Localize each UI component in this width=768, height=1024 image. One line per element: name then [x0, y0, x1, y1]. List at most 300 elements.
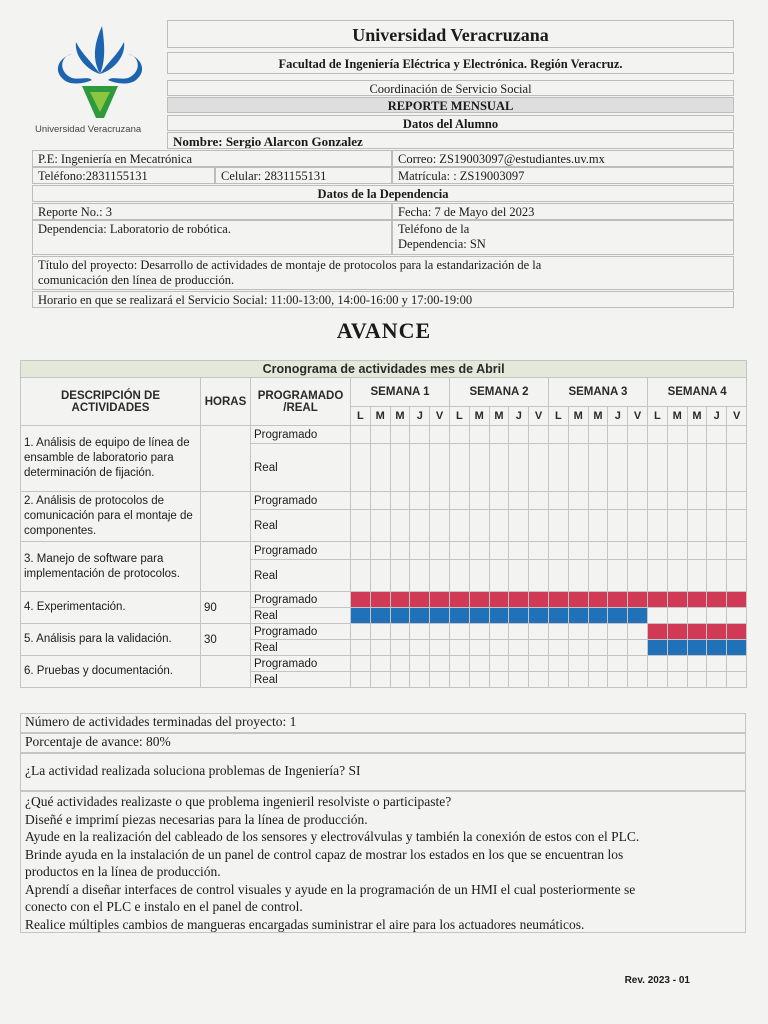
empty-day-cell [430, 560, 450, 592]
report-title: REPORTE MENSUAL [167, 97, 734, 113]
day-header: M [390, 407, 410, 426]
empty-day-cell [469, 426, 489, 444]
activity-line-5: Aprendí a diseñar interfaces de control visuales y ayude en la programación de un HMI el cual posteriormente se [25, 881, 636, 897]
empty-day-cell [608, 492, 628, 510]
real-label: Real [251, 608, 351, 624]
empty-day-cell [529, 560, 549, 592]
real-label: Real [251, 560, 351, 592]
coordination: Coordinación de Servicio Social [167, 80, 734, 96]
programado-bar-cell [588, 592, 608, 608]
empty-day-cell [351, 560, 371, 592]
empty-day-cell [608, 560, 628, 592]
schedule-field: Horario en que se realizará el Servicio Social: 11:00-13:00, 14:00-16:00 y 17:00-19:00 [32, 291, 734, 308]
empty-day-cell [449, 640, 469, 656]
empty-day-cell [727, 492, 747, 510]
programado-bar-cell [628, 592, 648, 608]
faculty-name: Facultad de Ingeniería Eléctrica y Electrónica. Región Veracruz. [167, 52, 734, 74]
real-label: Real [251, 672, 351, 688]
empty-day-cell [529, 672, 549, 688]
day-header: L [351, 407, 371, 426]
empty-day-cell [707, 560, 727, 592]
programado-bar-cell [430, 592, 450, 608]
empty-day-cell [707, 444, 727, 492]
empty-day-cell [707, 672, 727, 688]
empty-day-cell [351, 510, 371, 542]
real-bar-cell [628, 608, 648, 624]
activity-description: 6. Pruebas y documentación. [21, 656, 201, 688]
gantt-row [21, 592, 747, 608]
day-header: M [568, 407, 588, 426]
student-section-title: Datos del Alumno [167, 115, 734, 131]
day-header: L [548, 407, 568, 426]
empty-day-cell [628, 492, 648, 510]
empty-day-cell [707, 542, 727, 560]
activity-hours [201, 426, 251, 492]
empty-day-cell [667, 426, 687, 444]
empty-day-cell [548, 444, 568, 492]
gantt-row [21, 624, 747, 640]
empty-day-cell [449, 656, 469, 672]
programado-bar-cell [687, 624, 707, 640]
gantt-row [21, 656, 747, 672]
uv-logo-icon [32, 14, 167, 136]
empty-day-cell [628, 510, 648, 542]
empty-day-cell [509, 542, 529, 560]
empty-day-cell [707, 492, 727, 510]
empty-day-cell [469, 672, 489, 688]
activity-schedule [20, 360, 746, 688]
real-label: Real [251, 510, 351, 542]
empty-day-cell [608, 542, 628, 560]
empty-day-cell [509, 426, 529, 444]
programado-bar-cell [449, 592, 469, 608]
empty-day-cell [449, 444, 469, 492]
day-header: V [529, 407, 549, 426]
empty-day-cell [548, 542, 568, 560]
university-logo [32, 14, 167, 136]
dependency-name: Dependencia: Laboratorio de robótica. [32, 220, 392, 255]
day-header: J [410, 407, 430, 426]
activity-hours: 30 [201, 624, 251, 656]
empty-day-cell [588, 510, 608, 542]
empty-day-cell [687, 608, 707, 624]
empty-day-cell [647, 656, 667, 672]
activity-hours [201, 656, 251, 688]
empty-day-cell [489, 640, 509, 656]
empty-day-cell [351, 426, 371, 444]
dependency-phone-line1: Teléfono de la [398, 222, 470, 236]
programado-bar-cell [647, 592, 667, 608]
empty-day-cell [430, 624, 450, 640]
empty-day-cell [568, 492, 588, 510]
empty-day-cell [548, 672, 568, 688]
empty-day-cell [707, 426, 727, 444]
phone-field: Teléfono:2831155131 [32, 167, 215, 184]
empty-day-cell [390, 492, 410, 510]
report-number: Reporte No.: 3 [32, 203, 392, 220]
empty-day-cell [628, 624, 648, 640]
real-bar-cell [588, 608, 608, 624]
col-programado-real: PROGRAMADO /REAL [251, 378, 351, 426]
empty-day-cell [628, 640, 648, 656]
empty-day-cell [588, 426, 608, 444]
day-header: L [449, 407, 469, 426]
empty-day-cell [647, 542, 667, 560]
empty-day-cell [628, 656, 648, 672]
empty-day-cell [390, 510, 410, 542]
real-bar-cell [687, 640, 707, 656]
activity-line-2: Ayude en la realización del cableado de los sensores y electroválvulas y también la conexión de estos con el PLC. [25, 829, 640, 844]
empty-day-cell [568, 560, 588, 592]
report-date: Fecha: 7 de Mayo del 2023 [392, 203, 734, 220]
programado-bar-cell [351, 592, 371, 608]
empty-day-cell [430, 510, 450, 542]
empty-day-cell [588, 542, 608, 560]
real-bar-cell [449, 608, 469, 624]
empty-day-cell [628, 444, 648, 492]
day-header: M [667, 407, 687, 426]
empty-day-cell [351, 444, 371, 492]
empty-day-cell [410, 640, 430, 656]
empty-day-cell [687, 510, 707, 542]
empty-day-cell [667, 672, 687, 688]
empty-day-cell [430, 542, 450, 560]
real-bar-cell [469, 608, 489, 624]
empty-day-cell [529, 656, 549, 672]
empty-day-cell [608, 672, 628, 688]
programado-label: Programado [251, 592, 351, 608]
empty-day-cell [529, 444, 549, 492]
programado-label: Programado [251, 542, 351, 560]
project-title-line2: comunicación den línea de producción. [38, 273, 235, 287]
activity-description: 2. Análisis de protocolos de comunicación para el montaje de componentes. [21, 492, 201, 542]
gantt-row [21, 492, 747, 510]
empty-day-cell [370, 426, 390, 444]
empty-day-cell [351, 672, 371, 688]
programado-label: Programado [251, 492, 351, 510]
programado-bar-cell [687, 592, 707, 608]
empty-day-cell [707, 510, 727, 542]
week-4: SEMANA 4 [647, 378, 746, 407]
empty-day-cell [548, 640, 568, 656]
real-bar-cell [707, 640, 727, 656]
real-bar-cell [430, 608, 450, 624]
col-hours: HORAS [201, 378, 251, 426]
programado-label: Programado [251, 656, 351, 672]
progress-percentage: Porcentaje de avance: 80% [20, 733, 746, 753]
engineering-question: ¿La actividad realizada soluciona problemas de Ingeniería? SI [20, 753, 746, 791]
empty-day-cell [430, 640, 450, 656]
programado-bar-cell [727, 624, 747, 640]
activity-hours: 90 [201, 592, 251, 624]
programado-label: Programado [251, 426, 351, 444]
empty-day-cell [390, 656, 410, 672]
finished-activities: Número de actividades terminadas del proyecto: 1 [20, 713, 746, 733]
empty-day-cell [608, 510, 628, 542]
programado-bar-cell [667, 624, 687, 640]
empty-day-cell [410, 492, 430, 510]
empty-day-cell [449, 426, 469, 444]
real-bar-cell [647, 640, 667, 656]
matricula-field: Matrícula: : ZS19003097 [392, 167, 734, 184]
programado-bar-cell [489, 592, 509, 608]
programado-bar-cell [529, 592, 549, 608]
empty-day-cell [667, 656, 687, 672]
empty-day-cell [469, 492, 489, 510]
empty-day-cell [647, 444, 667, 492]
programado-bar-cell [727, 592, 747, 608]
empty-day-cell [568, 542, 588, 560]
empty-day-cell [370, 492, 390, 510]
empty-day-cell [509, 560, 529, 592]
empty-day-cell [410, 426, 430, 444]
empty-day-cell [548, 492, 568, 510]
empty-day-cell [608, 426, 628, 444]
empty-day-cell [449, 624, 469, 640]
empty-day-cell [727, 510, 747, 542]
programado-bar-cell [390, 592, 410, 608]
empty-day-cell [727, 608, 747, 624]
empty-day-cell [449, 542, 469, 560]
empty-day-cell [529, 492, 549, 510]
empty-day-cell [608, 640, 628, 656]
student-name: Nombre: Sergio Alarcon Gonzalez [167, 132, 734, 149]
empty-day-cell [489, 672, 509, 688]
empty-day-cell [449, 672, 469, 688]
empty-day-cell [647, 560, 667, 592]
empty-day-cell [548, 656, 568, 672]
empty-day-cell [588, 640, 608, 656]
empty-day-cell [529, 542, 549, 560]
empty-day-cell [628, 672, 648, 688]
empty-day-cell [410, 672, 430, 688]
empty-day-cell [588, 656, 608, 672]
empty-day-cell [469, 444, 489, 492]
empty-day-cell [529, 640, 549, 656]
empty-day-cell [588, 444, 608, 492]
empty-day-cell [687, 672, 707, 688]
activity-description: 5. Análisis para la validación. [21, 624, 201, 656]
empty-day-cell [727, 542, 747, 560]
empty-day-cell [410, 624, 430, 640]
day-header: V [628, 407, 648, 426]
gantt-table [20, 360, 747, 688]
empty-day-cell [449, 492, 469, 510]
programado-bar-cell [568, 592, 588, 608]
empty-day-cell [509, 656, 529, 672]
programado-bar-cell [410, 592, 430, 608]
empty-day-cell [469, 624, 489, 640]
real-bar-cell [390, 608, 410, 624]
empty-day-cell [608, 624, 628, 640]
day-header: M [469, 407, 489, 426]
empty-day-cell [568, 426, 588, 444]
empty-day-cell [430, 656, 450, 672]
empty-day-cell [548, 426, 568, 444]
programado-bar-cell [667, 592, 687, 608]
summary-block [20, 713, 746, 933]
activity-description: 1. Análisis de equipo de línea de ensamble de laboratorio para determinación de fijación. [21, 426, 201, 492]
empty-day-cell [647, 426, 667, 444]
empty-day-cell [667, 560, 687, 592]
programado-bar-cell [608, 592, 628, 608]
empty-day-cell [727, 560, 747, 592]
real-bar-cell [568, 608, 588, 624]
empty-day-cell [628, 542, 648, 560]
cell-field: Celular: 2831155131 [215, 167, 392, 184]
empty-day-cell [351, 640, 371, 656]
empty-day-cell [608, 444, 628, 492]
empty-day-cell [370, 560, 390, 592]
empty-day-cell [647, 672, 667, 688]
empty-day-cell [370, 640, 390, 656]
empty-day-cell [489, 444, 509, 492]
real-bar-cell [529, 608, 549, 624]
empty-day-cell [351, 656, 371, 672]
empty-day-cell [727, 426, 747, 444]
empty-day-cell [370, 672, 390, 688]
empty-day-cell [568, 624, 588, 640]
empty-day-cell [351, 492, 371, 510]
empty-day-cell [449, 560, 469, 592]
dependency-section-title: Datos de la Dependencia [32, 185, 734, 202]
empty-day-cell [351, 542, 371, 560]
day-header: V [430, 407, 450, 426]
day-header: J [509, 407, 529, 426]
empty-day-cell [568, 656, 588, 672]
real-bar-cell [370, 608, 390, 624]
empty-day-cell [687, 542, 707, 560]
empty-day-cell [548, 560, 568, 592]
empty-day-cell [529, 624, 549, 640]
empty-day-cell [707, 656, 727, 672]
activity-line-3: Brinde ayuda en la instalación de un panel de control capaz de mostrar los estados en los que se encuentran los [25, 846, 624, 862]
empty-day-cell [687, 656, 707, 672]
project-title-line1: Título del proyecto: Desarrollo de actividades de montaje de protocolos para la estandarización de la [38, 258, 542, 272]
programado-bar-cell [548, 592, 568, 608]
activity-description: 3. Manejo de software para implementación de protocolos. [21, 542, 201, 592]
email-field: Correo: ZS19003097@estudiantes.uv.mx [392, 150, 734, 167]
real-bar-cell [727, 640, 747, 656]
empty-day-cell [647, 492, 667, 510]
real-bar-cell [509, 608, 529, 624]
empty-day-cell [370, 624, 390, 640]
day-header: J [707, 407, 727, 426]
empty-day-cell [687, 444, 707, 492]
empty-day-cell [647, 510, 667, 542]
programado-bar-cell [707, 592, 727, 608]
empty-day-cell [707, 608, 727, 624]
empty-day-cell [509, 624, 529, 640]
revision-label: Rev. 2023 - 01 [624, 975, 690, 986]
empty-day-cell [509, 444, 529, 492]
activity-hours [201, 542, 251, 592]
empty-day-cell [469, 510, 489, 542]
project-title [32, 256, 734, 290]
activity-hours [201, 492, 251, 542]
empty-day-cell [469, 542, 489, 560]
empty-day-cell [568, 672, 588, 688]
day-header: M [687, 407, 707, 426]
real-label: Real [251, 444, 351, 492]
empty-day-cell [588, 560, 608, 592]
day-header: M [489, 407, 509, 426]
day-header: M [588, 407, 608, 426]
real-label: Real [251, 640, 351, 656]
empty-day-cell [548, 624, 568, 640]
real-bar-cell [351, 608, 371, 624]
university-name: Universidad Veracruzana [167, 20, 734, 48]
empty-day-cell [608, 656, 628, 672]
empty-day-cell [489, 560, 509, 592]
empty-day-cell [509, 672, 529, 688]
activity-line-6: conecto con el PLC e instalo en el panel de control. [25, 899, 303, 914]
empty-day-cell [548, 510, 568, 542]
logo-caption: Universidad Veracruzana [35, 124, 142, 135]
activity-line-4: productos en la línea de producción. [25, 864, 221, 879]
programado-bar-cell [647, 624, 667, 640]
empty-day-cell [509, 510, 529, 542]
empty-day-cell [410, 542, 430, 560]
empty-day-cell [667, 608, 687, 624]
empty-day-cell [667, 542, 687, 560]
empty-day-cell [489, 426, 509, 444]
programado-label: Programado [251, 624, 351, 640]
empty-day-cell [390, 426, 410, 444]
activities-description [20, 791, 746, 933]
real-bar-cell [489, 608, 509, 624]
real-bar-cell [667, 640, 687, 656]
avance-title: AVANCE [336, 318, 432, 343]
empty-day-cell [667, 510, 687, 542]
empty-day-cell [489, 542, 509, 560]
programado-bar-cell [469, 592, 489, 608]
empty-day-cell [687, 426, 707, 444]
activities-question: ¿Qué actividades realizaste o que problema ingenieril resolviste o participaste? [25, 794, 452, 809]
empty-day-cell [687, 492, 707, 510]
empty-day-cell [489, 624, 509, 640]
empty-day-cell [667, 492, 687, 510]
empty-day-cell [430, 672, 450, 688]
program-field: P.E: Ingeniería en Mecatrónica [32, 150, 392, 167]
empty-day-cell [370, 656, 390, 672]
empty-day-cell [370, 542, 390, 560]
empty-day-cell [410, 444, 430, 492]
empty-day-cell [628, 426, 648, 444]
empty-day-cell [449, 510, 469, 542]
col-description: DESCRIPCIÓN DE ACTIVIDADES [21, 378, 201, 426]
day-header: J [608, 407, 628, 426]
empty-day-cell [390, 672, 410, 688]
empty-day-cell [390, 444, 410, 492]
day-header: M [370, 407, 390, 426]
empty-day-cell [628, 560, 648, 592]
empty-day-cell [568, 640, 588, 656]
empty-day-cell [727, 656, 747, 672]
empty-day-cell [469, 560, 489, 592]
gantt-row [21, 426, 747, 444]
empty-day-cell [351, 624, 371, 640]
empty-day-cell [509, 492, 529, 510]
real-bar-cell [410, 608, 430, 624]
empty-day-cell [509, 640, 529, 656]
empty-day-cell [370, 444, 390, 492]
empty-day-cell [410, 510, 430, 542]
empty-day-cell [529, 426, 549, 444]
week-3: SEMANA 3 [548, 378, 647, 407]
empty-day-cell [588, 672, 608, 688]
empty-day-cell [390, 542, 410, 560]
